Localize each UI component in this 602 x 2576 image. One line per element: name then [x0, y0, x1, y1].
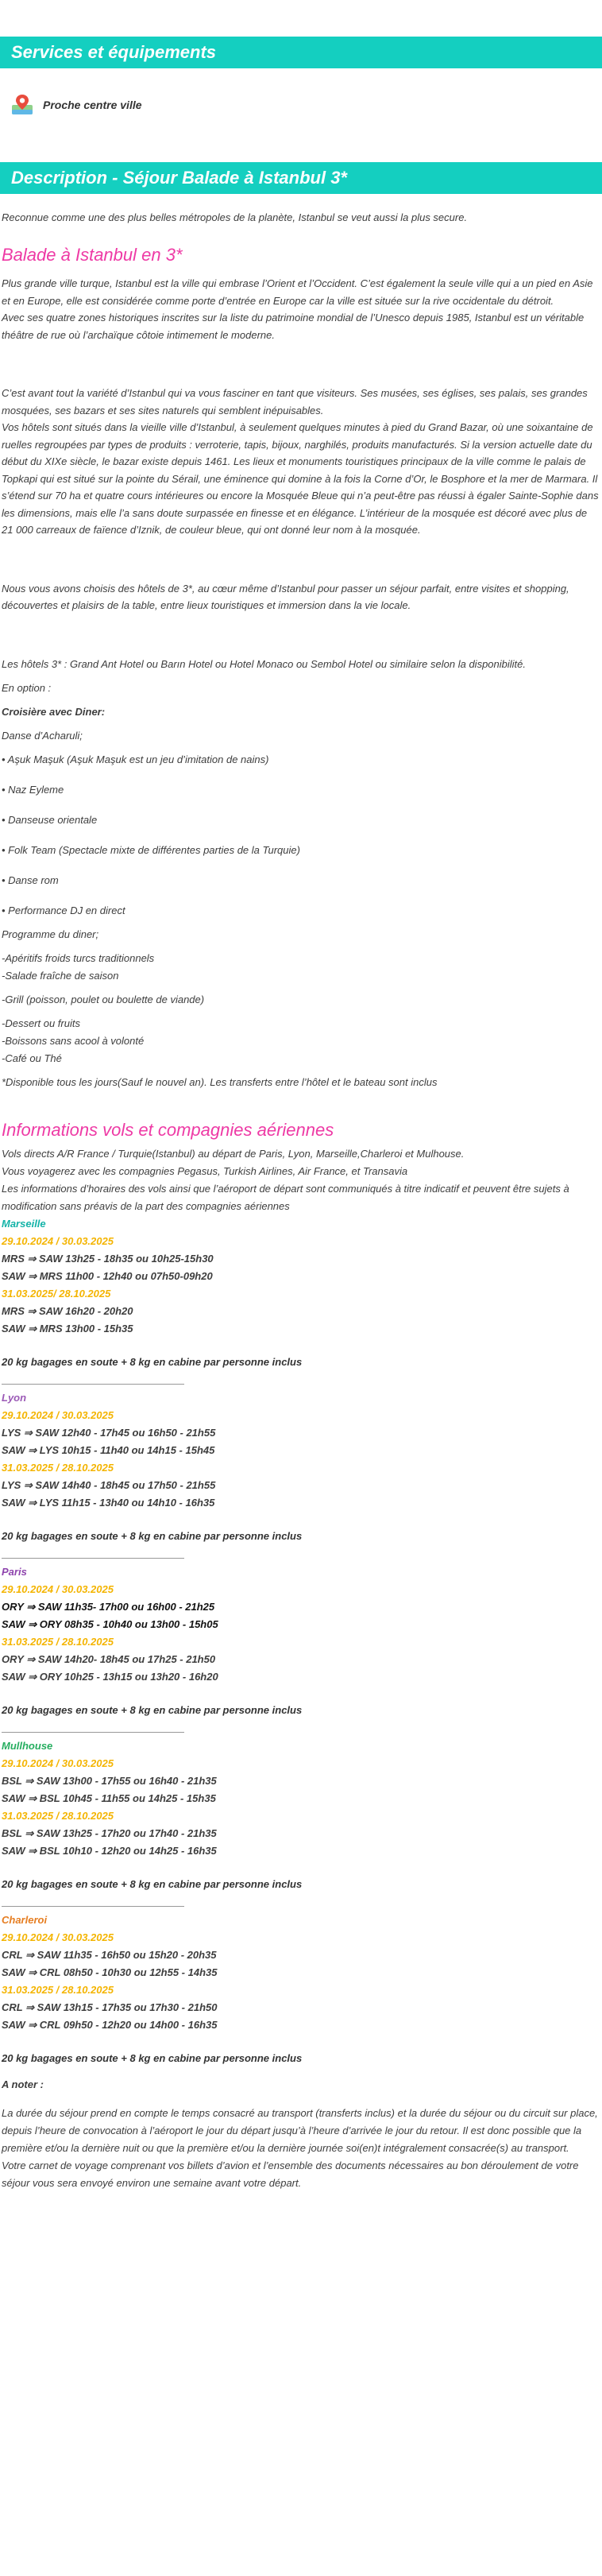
bullet-item: • Naz Eyleme: [2, 783, 64, 796]
flight-line: MRS ⇒ SAW 16h20 - 20h20: [2, 1304, 133, 1317]
date-range: 31.03.2025 / 28.10.2025: [2, 1809, 114, 1822]
bullet-item: • Danse rom: [2, 874, 59, 886]
menu-item: -Boissons sans acool à volonté: [2, 1034, 145, 1047]
flight-line: ORY ⇒ SAW 11h35- 17h00 ou 16h00 - 21h25: [2, 1600, 215, 1613]
flight-line: SAW ⇒ CRL 09h50 - 12h20 ou 14h00 - 16h35: [2, 2018, 218, 2031]
city-name: Lyon: [2, 1391, 27, 1404]
flight-schedules: [2, 1215, 600, 2067]
flight-line: ORY ⇒ SAW 14h20- 18h45 ou 17h25 - 21h50: [2, 1652, 216, 1665]
services-header: Services et équipements: [0, 37, 602, 68]
option-label: En option :: [2, 681, 52, 694]
availability-note: *Disponible tous les jours(Sauf le nouvel an). Les transferts entre l’hôtel et le bateau sont inclus: [2, 1075, 438, 1088]
note-text: Votre carnet de voyage comprenant vos billets d’avion et l’ensemble des documents nécessaires au bon déroulement de votre séjour vous sera envoyé environ une semaine avant votre départ.: [2, 2159, 579, 2189]
paragraph: Plus grande ville turque, Istanbul est la ville qui embrase l’Orient et l’Occident. C’est également la seule ville qui a un pied en Asie et en Europe, elle est considérée comme porte d’entrée en Europe car la ville est située sur la rive occidentale du détroit.: [2, 277, 593, 307]
flight-line: SAW ⇒ ORY 10h25 - 13h15 ou 13h20 - 16h20: [2, 1670, 218, 1683]
paragraph: Vos hôtels sont situés dans la vieille ville d’Istanbul, à seulement quelques minutes à pied du Grand Bazar, où une soixantaine de ruelles regroupées par types de produits : verroterie, tapis, bijoux, narghilés, produits manufacturés. Si la version actuelle date du début du XIXe siècle, le bazar existe depuis 1461. Les lieux et monuments touristiques principaux de la ville comme le palais de Topkapi qui est situé sur la pointe du Sérail, une éminence qui domine à la fois la Corne d’Or, le Bosphore et la mer de Marmara. Il s’étend sur 70 ha et quatre cours intérieures ou encore la Mosquée Bleue qui n’a peut-être pas réussi à égaler Sainte-Sophie dans les dimensions, mais elle l’a sans doute surpassée en finesse et en élégance. L’intérieur de la mosquée est décoré avec plus de 21 000 carreaux de faïence d’Iznik, de couleur bleue, qui ont donné leur nom à la mosquée.: [2, 421, 599, 536]
menu-item: -Grill (poisson, poulet ou boulette de viande): [2, 993, 205, 1005]
vols-title: Informations vols et compagnies aériennes: [2, 1119, 334, 1140]
bullet-item: • Performance DJ en direct: [2, 904, 125, 916]
flight-line: BSL ⇒ SAW 13h25 - 17h20 ou 17h40 - 21h35: [2, 1826, 217, 1839]
flight-line: LYS ⇒ SAW 12h40 - 17h45 ou 16h50 - 21h55: [2, 1426, 216, 1439]
flight-line: SAW ⇒ BSL 10h45 - 11h55 ou 14h25 - 15h35: [2, 1792, 216, 1804]
flight-line: SAW ⇒ ORY 08h35 - 10h40 ou 13h00 - 15h05: [2, 1617, 218, 1630]
divider: [2, 1906, 184, 1907]
map-pin-icon: [10, 92, 35, 118]
description-header: Description - Séjour Balade à Istanbul 3*: [0, 162, 602, 194]
note-title: A noter :: [2, 2078, 44, 2090]
note-text: La durée du séjour prend en compte le temps consacré au transport (transferts inclus) et la durée du séjour ou du circuit sur place, depuis l’heure de convocation à l’aéroport le jour du départ jusqu’à l’heure d’arrivée le jour du retour. Il est donc possible que la première et/ou la dernière nuit ou que la première et/ou la dernière journée soi(en)t intégralement consacrée(s) au transport.: [2, 2106, 598, 2154]
date-range: 31.03.2025 / 28.10.2025: [2, 1635, 114, 1648]
baggage-info: 20 kg bagages en soute + 8 kg en cabine par personne inclus: [2, 2051, 303, 2064]
flight-line: SAW ⇒ LYS 10h15 - 11h40 ou 14h15 - 15h45: [2, 1443, 215, 1456]
flight-line: BSL ⇒ SAW 13h00 - 17h55 ou 16h40 - 21h35: [2, 1774, 217, 1787]
menu-item: -Salade fraîche de saison: [2, 969, 119, 982]
city-name: Charleroi: [2, 1913, 48, 1926]
service-item: [0, 68, 602, 121]
hotels-text: Les hôtels 3* : Grand Ant Hotel ou Barın Hotel ou Hotel Monaco ou Sembol Hotel ou similaire selon la disponibilité.: [2, 657, 526, 670]
menu-item: -Apéritifs froids turcs traditionnels: [2, 951, 155, 964]
date-range: 29.10.2024 / 30.03.2025: [2, 1408, 114, 1421]
city-name: Mullhouse: [2, 1739, 53, 1752]
paragraph: Avec ses quatre zones historiques inscrites sur la liste du patrimoine mondial de l’Unesco depuis 1985, Istanbul est un véritable théâtre de rue où l’archaïque côtoie intimement le moderne.: [2, 312, 585, 341]
city-block: [2, 1912, 600, 2067]
flight-line: SAW ⇒ MRS 13h00 - 15h35: [2, 1322, 133, 1334]
date-range: 29.10.2024 / 30.03.2025: [2, 1582, 114, 1595]
flight-line: MRS ⇒ SAW 13h25 - 18h35 ou 10h25-15h30: [2, 1252, 214, 1265]
flight-line: LYS ⇒ SAW 14h40 - 18h45 ou 17h50 - 21h55: [2, 1478, 216, 1491]
flight-line: SAW ⇒ BSL 10h10 - 12h20 ou 14h25 - 16h35: [2, 1844, 217, 1857]
date-range: 29.10.2024 / 30.03.2025: [2, 1931, 114, 1943]
menu-item: -Dessert ou fruits: [2, 1017, 80, 1029]
menu-item: -Café ou Thé: [2, 1052, 62, 1064]
flight-line: SAW ⇒ MRS 11h00 - 12h40 ou 07h50-09h20: [2, 1269, 213, 1282]
description-content: [0, 210, 602, 2192]
intro-text: Reconnue comme une des plus belles métropoles de la planète, Istanbul se veut aussi la plus secure.: [2, 211, 468, 223]
flight-line: CRL ⇒ SAW 11h35 - 16h50 ou 15h20 - 20h35: [2, 1948, 217, 1961]
service-label: Proche centre ville: [43, 99, 142, 111]
date-range: 31.03.2025/ 28.10.2025: [2, 1287, 111, 1300]
divider: [2, 1558, 184, 1559]
city-name: Marseille: [2, 1217, 46, 1230]
flight-line: SAW ⇒ CRL 08h50 - 10h30 ou 12h55 - 14h35: [2, 1966, 218, 1978]
city-block: [2, 1737, 600, 1907]
bullet-item: • Danseuse orientale: [2, 813, 98, 826]
city-name: Paris: [2, 1565, 27, 1578]
divider: [2, 1384, 184, 1385]
vols-line: Les informations d’horaires des vols ainsi que l’aéroport de départ sont communiqués à titre indicatif et peuvent être sujets à modification sans préavis de la part des compagnies aériennes: [2, 1182, 569, 1212]
date-range: 29.10.2024 / 30.03.2025: [2, 1234, 114, 1247]
flight-line: CRL ⇒ SAW 13h15 - 17h35 ou 17h30 - 21h50: [2, 2001, 218, 2013]
city-block: [2, 1563, 600, 1733]
date-range: 29.10.2024 / 30.03.2025: [2, 1757, 114, 1769]
paragraph: C’est avant tout la variété d’Istanbul qui va vous fasciner en tant que visiteurs. Ses musées, ses églises, ses palais, ses grandes mosquées, ses bazars et ses sites naturels qui semblent inépuisables.: [2, 387, 588, 416]
city-block: [2, 1389, 600, 1559]
danse-label: Danse d’Acharuli;: [2, 729, 83, 742]
subtitle: Balade à Istanbul en 3*: [2, 245, 183, 265]
baggage-info: 20 kg bagages en soute + 8 kg en cabine par personne inclus: [2, 1529, 303, 1542]
baggage-info: 20 kg bagages en soute + 8 kg en cabine par personne inclus: [2, 1877, 303, 1890]
croisiere-label: Croisière avec Diner:: [2, 705, 106, 718]
city-block: [2, 1215, 600, 1385]
flight-line: SAW ⇒ LYS 11h15 - 13h40 ou 14h10 - 16h35: [2, 1496, 215, 1509]
date-range: 31.03.2025 / 28.10.2025: [2, 1461, 114, 1474]
vols-line: Vols directs A/R France / Turquie(Istanbul) au départ de Paris, Lyon, Marseille,Charleroi et Mulhouse.: [2, 1147, 465, 1160]
divider: [2, 1732, 184, 1733]
bullet-item: • Aşuk Maşuk (Aşuk Maşuk est un jeu d’imitation de nains): [2, 753, 269, 765]
programme-label: Programme du diner;: [2, 928, 99, 940]
date-range: 31.03.2025 / 28.10.2025: [2, 1983, 114, 1996]
baggage-info: 20 kg bagages en soute + 8 kg en cabine par personne inclus: [2, 1355, 303, 1368]
baggage-info: 20 kg bagages en soute + 8 kg en cabine par personne inclus: [2, 1703, 303, 1716]
vols-line: Vous voyagerez avec les compagnies Pegasus, Turkish Airlines, Air France, et Transavia: [2, 1164, 408, 1177]
paragraph: Nous vous avons choisis des hôtels de 3*, au cœur même d’Istanbul pour passer un séjour parfait, entre visites et shopping, découvertes et plaisirs de la table, entre lieux touristiques et immersion dans la vie locale.: [2, 582, 569, 611]
bullet-item: • Folk Team (Spectacle mixte de différentes parties de la Turquie): [2, 843, 300, 856]
